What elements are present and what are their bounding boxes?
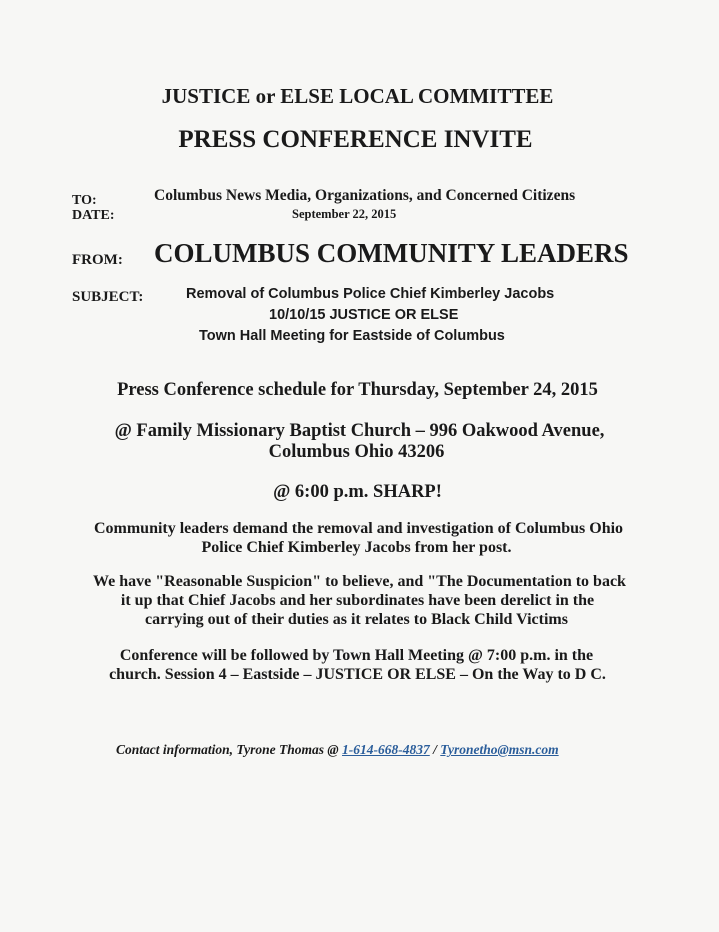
contact-line <box>116 742 559 758</box>
subject-line-2: 10/10/15 JUSTICE OR ELSE <box>269 307 459 323</box>
subject-line-1: Removal of Columbus Police Chief Kimberley Jacobs <box>186 286 555 302</box>
from-value: COLUMBUS COMMUNITY LEADERS <box>154 238 629 268</box>
para2-line-3: carrying out of their duties as it relates to Black Child Victims <box>145 611 568 628</box>
to-value: Columbus News Media, Organizations, and Concerned Citizens <box>154 187 576 204</box>
heading-committee: JUSTICE or ELSE LOCAL COMMITTEE <box>161 84 554 108</box>
subject-line-3: Town Hall Meeting for Eastside of Columbus <box>199 328 505 344</box>
contact-email-link[interactable]: Tyronetho@msn.com <box>440 742 559 757</box>
schedule-line: Press Conference schedule for Thursday, September 24, 2015 <box>117 380 598 400</box>
heading-invite: PRESS CONFERENCE INVITE <box>178 126 533 153</box>
to-label: TO: <box>72 193 97 208</box>
location-line-2: Columbus Ohio 43206 <box>268 442 445 462</box>
para2-line-1: We have "Reasonable Suspicion" to believe, and "The Documentation to back <box>93 573 626 590</box>
subject-label: SUBJECT: <box>72 289 144 305</box>
time-line: @ 6:00 p.m. SHARP! <box>273 482 442 502</box>
date-value: September 22, 2015 <box>292 207 397 221</box>
date-label: DATE: <box>72 208 115 223</box>
contact-phone-link[interactable]: 1-614-668-4837 <box>342 742 430 757</box>
para1-line-2: Police Chief Kimberley Jacobs from her post. <box>201 539 512 556</box>
para2-line-2: it up that Chief Jacobs and her subordinates have been derelict in the <box>120 592 595 609</box>
location-line-1: @ Family Missionary Baptist Church – 996 Oakwood Avenue, <box>114 421 605 441</box>
contact-prefix: Contact information, Tyrone Thomas @ <box>116 742 343 757</box>
from-label: FROM: <box>72 252 123 268</box>
para3-line-1: Conference will be followed by Town Hall Meeting @ 7:00 p.m. in the <box>119 647 594 664</box>
para1-line-1: Community leaders demand the removal and investigation of Columbus Ohio <box>93 520 624 537</box>
contact-separator: / <box>429 742 441 757</box>
para3-line-2: church. Session 4 – Eastside – JUSTICE OR ELSE – On the Way to D C. <box>109 666 606 683</box>
